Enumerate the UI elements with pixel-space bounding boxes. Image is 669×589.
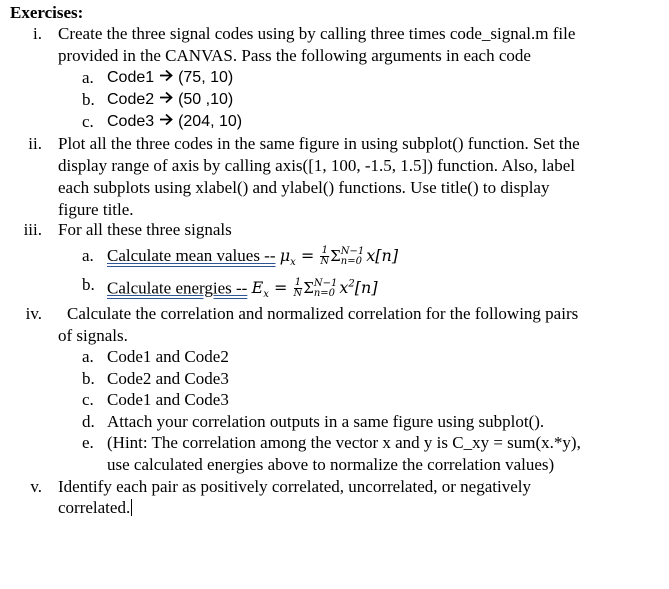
item-i-sub-c: [107, 111, 242, 133]
item-iv-sub-e-line-2: use calculated energies above to normalize the correlation values): [107, 455, 555, 474]
item-ii-line-4: figure title.: [58, 200, 134, 219]
code-label: Code2: [107, 91, 155, 108]
item-i-sub-letter-a: a.: [82, 68, 94, 87]
energies-label: Calculate energies --: [107, 278, 248, 298]
item-iv-sub-letter-d: d.: [82, 412, 95, 431]
item-v-line-2: [58, 497, 132, 519]
item-number-i: i.: [33, 24, 42, 43]
code-label: Code3: [107, 113, 155, 130]
item-i-sub-a: [107, 67, 233, 89]
item-i-sub-letter-c: c.: [82, 112, 94, 131]
energy-formula: $E_x$ = $\frac{1}{N}$ Σ N−1 n=0 $x^2[n]$: [251, 277, 378, 301]
item-v-line-2-text: correlated.: [58, 498, 131, 517]
item-iv-line-1: Calculate the correlation and normalized correlation for the following pairs: [67, 304, 579, 323]
item-v-line-1: Identify each pair as positively correlated, uncorrelated, or negatively: [58, 477, 531, 496]
text-cursor[interactable]: [131, 499, 132, 516]
item-i-line-2: provided in the CANVAS. Pass the following arguments in each code: [58, 46, 531, 65]
code-args: (204, 10): [178, 113, 243, 130]
item-iv-sub-letter-a: a.: [82, 347, 94, 366]
mean-formula: $\mu_x$ = $\frac{1}{N}$ Σ N−1 n=0 x[n]: [279, 245, 399, 269]
right-arrow-icon: [159, 113, 178, 130]
item-iv-sub-letter-c: c.: [82, 390, 94, 409]
item-iv-sub-letter-b: b.: [82, 369, 95, 388]
right-arrow-icon: [159, 69, 178, 86]
item-ii-line-3: each subplots using xlabel() and ylabel() functions. Use title() to display: [58, 178, 550, 197]
item-iv-sub-c: Code1 and Code3: [107, 390, 229, 409]
item-i-sub-b: [107, 89, 233, 111]
item-number-v: v.: [30, 477, 42, 496]
item-iv-sub-a: Code1 and Code2: [107, 347, 229, 366]
item-iii-line-1: For all these three signals: [58, 220, 232, 239]
item-number-iv: iv.: [25, 304, 42, 323]
item-iv-line-2: of signals.: [58, 326, 128, 345]
item-iv-sub-b: Code2 and Code3: [107, 369, 229, 388]
code-args: (75, 10): [178, 69, 234, 86]
item-iv-sub-d: Attach your correlation outputs in a same figure using subplot().: [107, 412, 545, 431]
item-iv-sub-e-line-1: (Hint: The correlation among the vector x and y is C_xy = sum(x.*y),: [107, 433, 581, 452]
item-iii-sub-letter-b: b.: [82, 275, 95, 294]
code-args: (50 ,10): [178, 91, 234, 108]
item-number-ii: ii.: [28, 134, 42, 153]
item-iii-sub-b: [107, 274, 378, 306]
code-label: Code1: [107, 69, 155, 86]
item-ii-line-1: Plot all the three codes in the same figure in using subplot() function. Set the: [58, 134, 580, 153]
item-number-iii: iii.: [23, 220, 42, 239]
item-iii-sub-letter-a: a.: [82, 246, 94, 265]
item-iii-sub-a: [107, 245, 398, 274]
exercises-heading: Exercises:: [10, 3, 84, 22]
item-ii-line-2: display range of axis by calling axis([1, 100, -1.5, 1.5]) function. Also, label: [58, 156, 575, 175]
right-arrow-icon: [159, 91, 178, 108]
item-iv-sub-letter-e: e.: [82, 433, 94, 452]
item-i-sub-letter-b: b.: [82, 90, 95, 109]
item-i-line-1: Create the three signal codes using by calling three times code_signal.m file: [58, 24, 576, 43]
mean-values-label: Calculate mean values --: [107, 246, 276, 265]
